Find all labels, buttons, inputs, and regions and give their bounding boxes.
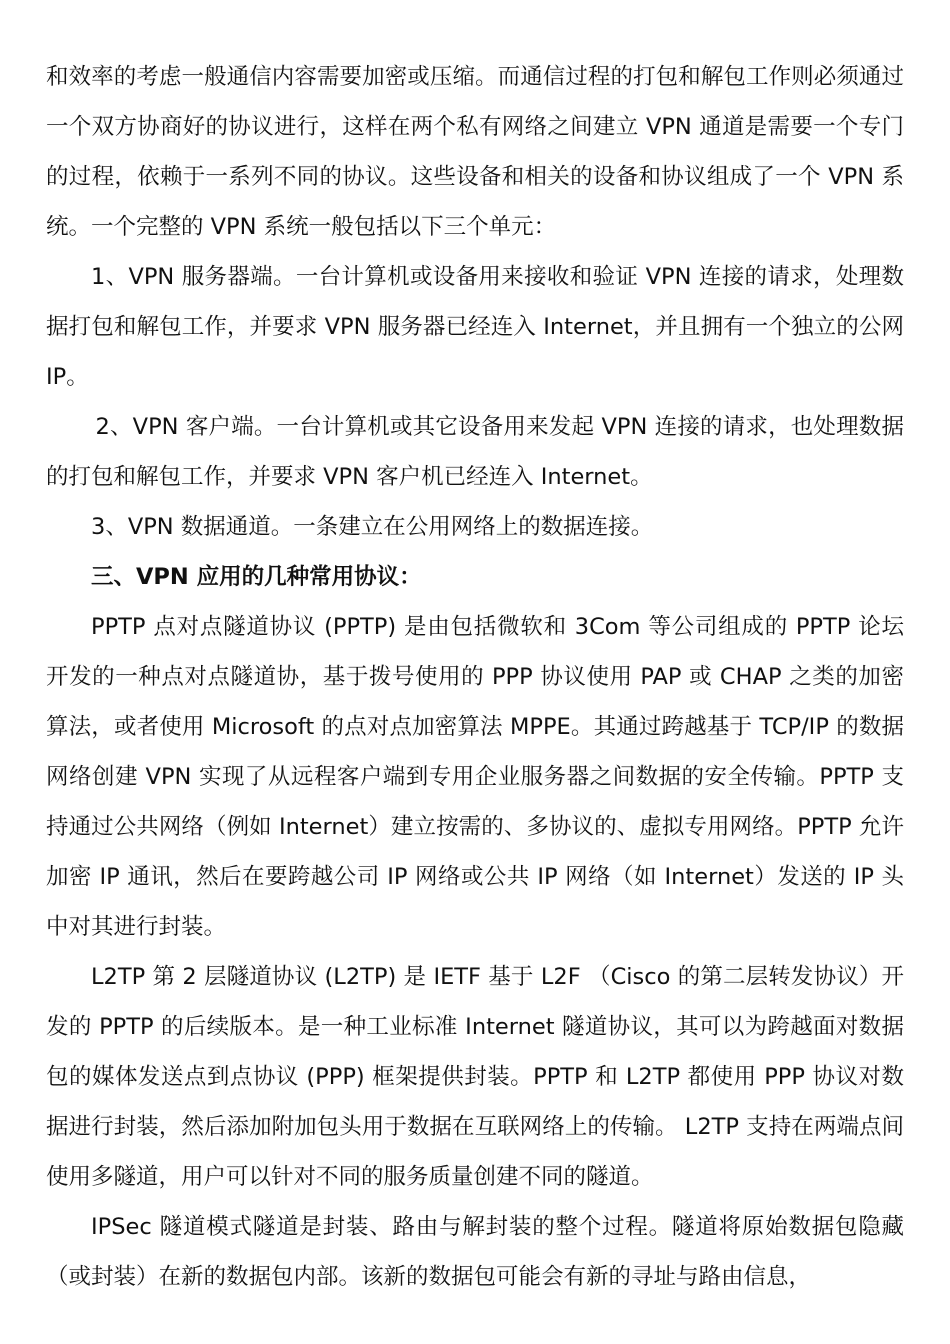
paragraph-l2tp: L2TP 第 2 层隧道协议 (L2TP) 是 IETF 基于 L2F （Cisco 的第二层转发协议）开发的 PPTP 的后续版本。是一种工业标准 Internet 隧道协议，其可以为跨越面对数据包的媒体发送点到点协议 (PPP) 框架提供封装。PPTP 和 L2TP 都使用 PPP 协议对数据进行封装，然后添加附加包头用于数据在互联网络上的传输。 L2TP 支持在两端点间使用多隧道，用户可以针对不同的服务质量创建不同的隧道。: [46, 964, 904, 1190]
paragraph-vpn-client: 2、VPN 客户端。一台计算机或其它设备用来发起 VPN 连接的请求，也处理数据的打包和解包工作，并要求 VPN 客户机已经连入 Internet。: [46, 414, 904, 490]
paragraph-vpn-channel: 3、VPN 数据通道。一条建立在公用网络上的数据连接。: [91, 514, 654, 540]
document-page: [46, 52, 904, 1302]
paragraph-pptp: PPTP 点对点隧道协议 (PPTP) 是由包括微软和 3Com 等公司组成的 PPTP 论坛开发的一种点对点隧道协，基于拨号使用的 PPP 协议使用 PAP 或 CHAP 之类的加密算法，或者使用 Microsoft 的点对点加密算法 MPPE。其通过跨越基于 TCP/IP 的数据网络创建 VPN 实现了从远程客户端到专用企业服务器之间数据的安全传输。PPTP 支持通过公共网络（例如 Internet）建立按需的、多协议的、虚拟专用网络。PPTP 允许加密 IP 通讯，然后在要跨越公司 IP 网络或公共 IP 网络（如 Internet）发送的 IP 头中对其进行封装。: [46, 614, 904, 940]
paragraph-intro: 和效率的考虑一般通信内容需要加密或压缩。而通信过程的打包和解包工作则必须通过一个双方协商好的协议进行，这样在两个私有网络之间建立 VPN 通道是需要一个专门的过程，依赖于一系列不同的协议。这些设备和相关的设备和协议组成了一个 VPN 系统。一个完整的 VPN 系统一般包括以下三个单元：: [46, 64, 904, 240]
paragraph-vpn-server: 1、VPN 服务器端。一台计算机或设备用来接收和验证 VPN 连接的请求，处理数据打包和解包工作，并要求 VPN 服务器已经连入 Internet，并且拥有一个独立的公网 IP。: [46, 264, 904, 390]
paragraph-ipsec: IPSec 隧道模式隧道是封装、路由与解封装的整个过程。隧道将原始数据包隐藏（或封装）在新的数据包内部。该新的数据包可能会有新的寻址与路由信息，: [46, 1214, 904, 1290]
section-heading-protocols: 三、VPN 应用的几种常用协议：: [91, 564, 422, 590]
